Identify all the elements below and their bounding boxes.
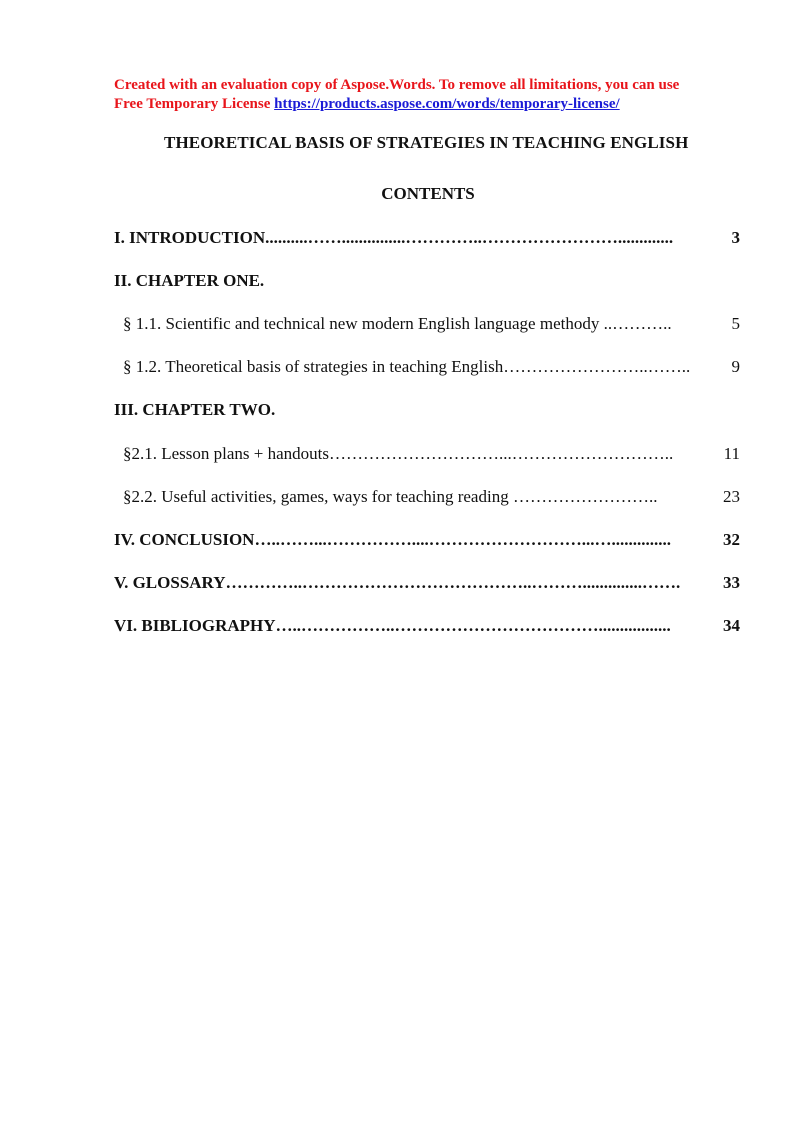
toc-entry-text: §2.1. Lesson plans + handouts…………………………...………………………..: [123, 444, 674, 463]
toc-entry-text: III. CHAPTER TWO.: [114, 400, 276, 419]
toc-entry-text: I. INTRODUCTION..........……...............…………..…………………….............: [114, 228, 674, 247]
toc-entry-introduction: [114, 228, 740, 248]
toc-page-number: 3: [731, 228, 740, 247]
toc-page-number: 11: [723, 444, 740, 463]
contents-heading: CONTENTS: [381, 184, 475, 203]
toc-entry-text: VI. BIBLIOGRAPHY…..……………..……………………………….................: [114, 616, 671, 635]
toc-entry-glossary: [114, 573, 740, 593]
toc-page-number: 34: [723, 616, 740, 635]
toc-page-number: 9: [731, 357, 740, 376]
toc-entry-conclusion: [114, 530, 740, 550]
toc-page-number: 23: [723, 487, 740, 506]
document-title: THEORETICAL BASIS OF STRATEGIES IN TEACHING ENGLISH: [164, 133, 689, 152]
toc-entry-text: IV. CONCLUSION…..……...……………....………………………...…..............: [114, 530, 671, 549]
toc-entry-bibliography: [114, 616, 740, 636]
toc-page-number: 33: [723, 573, 740, 592]
toc-entry-section-2-1: [123, 444, 740, 464]
toc-page-number: 32: [723, 530, 740, 549]
temporary-license-link[interactable]: https://products.aspose.com/words/temporary-license/: [274, 96, 620, 112]
toc-entry-chapter-one: [114, 271, 740, 291]
toc-entry-chapter-two: [114, 400, 740, 420]
evaluation-notice: [114, 76, 754, 114]
toc-entry-section-1-1: [123, 314, 740, 334]
toc-entry-section-2-2: [123, 487, 740, 507]
toc-entry-text: V. GLOSSARY…………..…………………………………..………..............…….: [114, 573, 681, 592]
toc-entry-section-1-2: [123, 357, 740, 377]
toc-entry-text: § 1.1. Scientific and technical new modern English language methodу ..………..: [123, 314, 672, 333]
toc-entry-text: II. CHAPTER ONE.: [114, 271, 265, 290]
evaluation-notice-prefix: Free Temporary License: [114, 96, 275, 112]
toc-entry-text: §2.2. Useful activities, games, ways for teaching reading ……………………..: [123, 487, 658, 506]
evaluation-notice-line2: [114, 95, 754, 114]
toc-page-number: 5: [731, 314, 740, 333]
toc-entry-text: § 1.2. Theoretical basis of strategies in teaching English……………………..……..: [123, 357, 691, 376]
evaluation-notice-line1: Created with an evaluation copy of Aspose.Words. To remove all limitations, you can use: [114, 77, 680, 93]
